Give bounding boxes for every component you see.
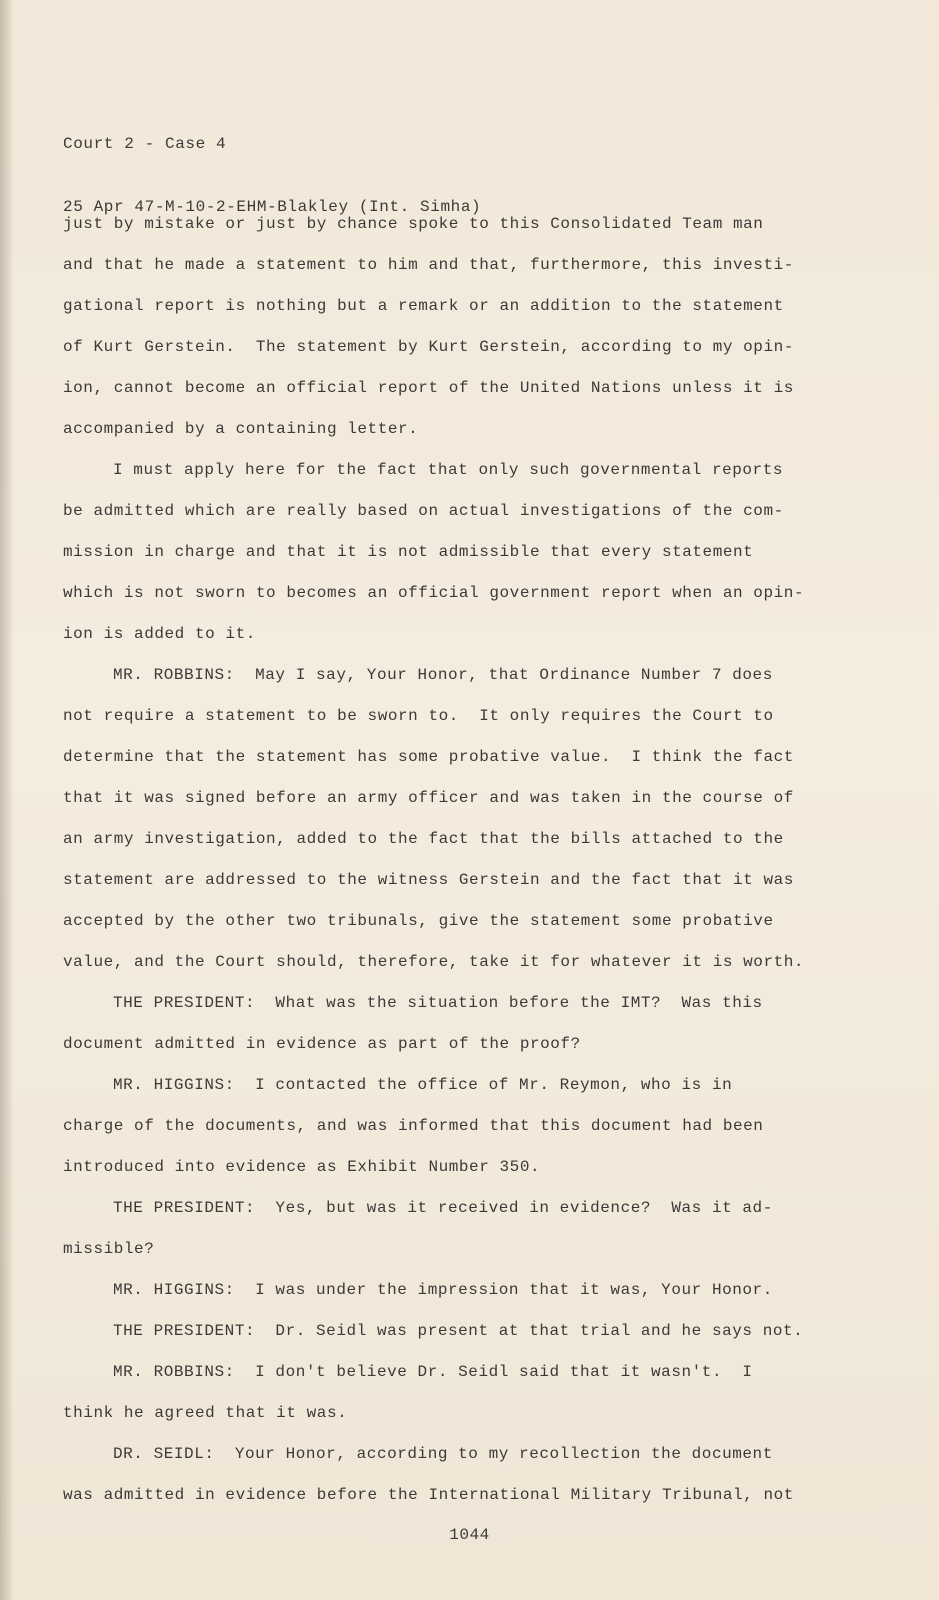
transcript-line: DR. SEIDL: Your Honor, according to my recollection the document: [113, 1445, 773, 1463]
transcript-line: gational report is nothing but a remark or an addition to the statement: [63, 297, 784, 315]
transcript-line: accompanied by a containing letter.: [63, 420, 419, 438]
transcript-line: think he agreed that it was.: [63, 1404, 348, 1422]
page-header: [63, 92, 481, 260]
transcript-line: was admitted in evidence before the International Military Tribunal, not: [63, 1486, 794, 1504]
transcript-line: document admitted in evidence as part of the proof?: [63, 1035, 581, 1053]
transcript-line: just by mistake or just by chance spoke to this Consolidated Team man: [63, 215, 764, 233]
transcript-line: that it was signed before an army officer and was taken in the course of: [63, 789, 794, 807]
transcript-line: mission in charge and that it is not admissible that every statement: [63, 543, 754, 561]
transcript-line: MR. HIGGINS: I contacted the office of Mr. Reymon, who is in: [113, 1076, 733, 1094]
transcript-line: of Kurt Gerstein. The statement by Kurt Gerstein, according to my opin-: [63, 338, 794, 356]
transcript-line: an army investigation, added to the fact that the bills attached to the: [63, 830, 784, 848]
transcript-line: be admitted which are really based on actual investigations of the com-: [63, 502, 784, 520]
transcript-line: not require a statement to be sworn to. It only requires the Court to: [63, 707, 774, 725]
transcript-line: THE PRESIDENT: Dr. Seidl was present at that trial and he says not.: [113, 1322, 804, 1340]
transcript-line: and that he made a statement to him and that, furthermore, this investi-: [63, 256, 794, 274]
transcript-line: ion, cannot become an official report of the United Nations unless it is: [63, 379, 794, 397]
transcript-line: THE PRESIDENT: Yes, but was it received in evidence? Was it ad-: [113, 1199, 773, 1217]
transcript-line: MR. HIGGINS: I was under the impression that it was, Your Honor.: [113, 1281, 773, 1299]
transcript-line: which is not sworn to becomes an official government report when an opin-: [63, 584, 805, 602]
transcript-line: ion is added to it.: [63, 625, 256, 643]
transcript-line: introduced into evidence as Exhibit Number 350.: [63, 1158, 541, 1176]
transcript-line: missible?: [63, 1240, 155, 1258]
header-court-case: Court 2 - Case 4: [63, 135, 227, 153]
transcript-line: MR. ROBBINS: I don't believe Dr. Seidl said that it wasn't. I: [113, 1363, 753, 1381]
transcript-line: statement are addressed to the witness Gerstein and the fact that it was: [63, 871, 794, 889]
transcript-line: MR. ROBBINS: May I say, Your Honor, that Ordinance Number 7 does: [113, 666, 773, 684]
transcript-line: accepted by the other two tribunals, give the statement some probative: [63, 912, 774, 930]
transcript-line: value, and the Court should, therefore, take it for whatever it is worth.: [63, 953, 805, 971]
transcript-line: THE PRESIDENT: What was the situation before the IMT? Was this: [113, 994, 763, 1012]
transcript-line: determine that the statement has some probative value. I think the fact: [63, 748, 794, 766]
transcript-line: I must apply here for the fact that only such governmental reports: [113, 461, 784, 479]
page-number: 1044: [449, 1526, 490, 1544]
transcript-line: charge of the documents, and was informed that this document had been: [63, 1117, 764, 1135]
paper-edge: [0, 0, 14, 1600]
header-session-info: 25 Apr 47-M-10-2-EHM-Blakley (Int. Simha): [63, 198, 482, 216]
